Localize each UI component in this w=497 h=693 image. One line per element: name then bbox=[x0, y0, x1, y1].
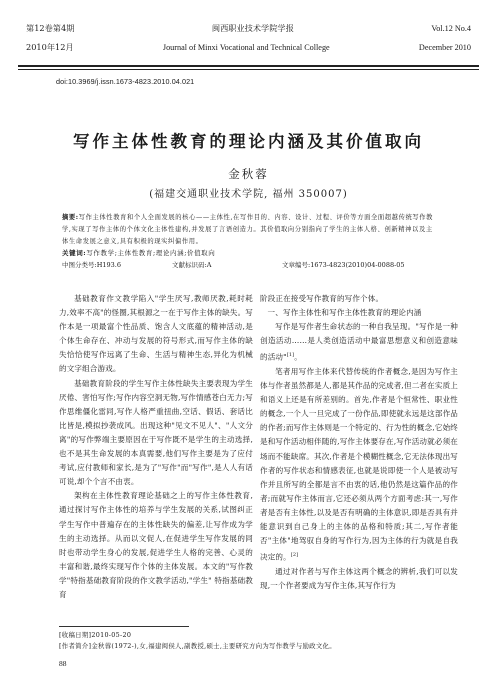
keywords-text: 写作教学;主体性教育;理论内涵;价值取向 bbox=[86, 249, 216, 257]
paragraph: 架构在主体性教育理论基础之上的写作主体性教育,通过探讨写作主体性的培养与学生发展的关系,试图纠正学生写作中普遍存在的主体性缺失的偏差,让写作成为学生的主动选择。从而以文促人,在促进学生写作发展的同时也带动学生身心的发展,促进学生人格的完善、心灵的丰富和谐,最终实现写作个体的主体发展。本文的"写作教学"特指基础教育阶段的作文教学活动,"学生" 特指基础教育 bbox=[59, 491, 253, 599]
paragraph bbox=[260, 320, 458, 365]
citation: [1] bbox=[286, 352, 295, 359]
body-column-right bbox=[260, 292, 458, 593]
footnote-rule bbox=[59, 626, 189, 627]
abstract-text: 写作主体性教育和个人全面发展的核心——主体性,在写作目的、内容、设计、过程、评价等方面全面超越传统写作教学,实现了写作主体的个体文化主体性建构,并发展了言语创造力。其价值取向分别指向了学生的主体人格、创新精神以及主体生命发展之意义,具有积极的现实纠偏作用。 bbox=[62, 214, 434, 245]
footnote-author: [作者简介]金秋蓉(1972-),女,福建闽侯人,副教授,硕士,主要研究方向为写作教学与励政文化。 bbox=[59, 642, 336, 650]
body-column-left bbox=[59, 292, 253, 602]
page-number: 88 bbox=[59, 659, 67, 668]
paragraph bbox=[260, 365, 458, 565]
author-affiliation: (福建交通职业技术学院, 福州 350007) bbox=[149, 189, 348, 200]
document-code: 文献标识码:A bbox=[172, 261, 212, 269]
paragraph: 基础教育作文教学陷入"学生厌写,教师厌教,耗时耗力,效率不高"的怪圈,其根源之一在于写作主体的缺失。写作本是一项最富个性品质、饱含人文底蕴的精神活动,是个体生命存在、冲动与发展的符号形式,而写作主体的缺失恰恰使写作远离了生命、生活与精神生态,异化为机械的文字组合游戏。 bbox=[59, 294, 253, 374]
paper-title: 写作主体性教育的理论内涵及其价值取向 bbox=[73, 132, 424, 151]
section-heading: 一、写作主体性和写作主体性教育的理论内涵 bbox=[267, 308, 422, 318]
paragraph: 阶段正在接受写作教育的写作个体。 bbox=[260, 294, 384, 303]
paragraph-text: 。 bbox=[294, 352, 302, 362]
paragraph: 通过对作者与写作主体这两个概念的辨析,我们可以发现,一个作者要成为写作主体,其写作行为 bbox=[260, 566, 458, 590]
journal-name-cn: 闽西职业技术学院学报 bbox=[211, 23, 294, 33]
issue-label: 第12卷第4期 bbox=[26, 23, 75, 33]
abstract bbox=[62, 212, 435, 248]
volume-label: Vol.12 No.4 bbox=[431, 24, 471, 33]
header-rule-thin bbox=[18, 69, 479, 70]
citation: [2] bbox=[290, 552, 299, 559]
journal-name-en: Journal of Minxi Vocational and Technical College bbox=[162, 43, 330, 52]
classification-meta bbox=[62, 260, 457, 269]
abstract-label: 摘要: bbox=[62, 214, 79, 221]
paragraph-text: 笔者用写作主体来代替传统的作者概念,是因为写作主体与作者虽然都是人,都是其作品的完成者,但二者在实质上和语义上还是有所差别的。首先,作者是个恒常性、职业性的概念,一个人一旦完成了一份作品,即使就永远是这部作品的作者;而写作主体则是一个特定的、行为性的概念,它始终是和写作活动相伴随的,写作主体要存在,写作活动就必须在场而不能缺席。其次,作者是个模糊性概念,它无法体现出写作者的写作状态和情感表征,也就是说即使一个人是被动写作并且所写的全都是言不由衷的话,他仍然是这篇作品的作者;而就写作主体而言,它还必须从两个方面考虑:其一,写作者是否有主体性,以及是否有明确的主体意识,即是否具有并能意识到自己身上的主体的品格和特质;其二,写作者能否"主体"地驾驭自身的写作行为,因为主体的行为就是自我决定的。 bbox=[260, 366, 458, 562]
author-name: 金秋蓉 bbox=[228, 167, 269, 181]
keywords-label: 关键词: bbox=[62, 249, 87, 257]
header-rule-thick bbox=[18, 65, 479, 67]
doi: doi:10.3969/j.issn.1673-4823.2010.04.021 bbox=[56, 77, 195, 86]
clc-number: 中图分类号:H193.6 bbox=[62, 261, 121, 269]
footnote-received: [收稿日期]2010-05-20 bbox=[59, 631, 132, 639]
date-cn: 2010年12月 bbox=[26, 42, 74, 52]
paragraph-text: 写作是写作者生命状态的一种自我呈现。"写作是一种创造活动……是人类创造活动中最富思想意义和创造意味的活动" bbox=[260, 322, 458, 362]
article-number: 文章编号:1673-4823(2010)04-0088-05 bbox=[282, 261, 405, 269]
keywords bbox=[62, 248, 215, 257]
running-header bbox=[18, 0, 479, 70]
date-en: December 2010 bbox=[418, 43, 471, 52]
paragraph: 基础教育阶段的学生写作主体性缺失主要表现为学生厌倦、害怕写作;写作内容空洞无物,写作情感苍白无力;写作思维僵化雷同,写作人格严重扭曲,空话、假话、套话比比皆是,模拟抄袭成风。出现这种"见文不见人"、"人文分离"的写作弊端主要原因在于写作既不是学生的主动选择,也不是其生命发展的本真需要,他们写作主要是为了应付考试,应付教师和家长,是为了"写作"而"写作",是人人有话可说,却个个言不由衷。 bbox=[59, 378, 253, 487]
